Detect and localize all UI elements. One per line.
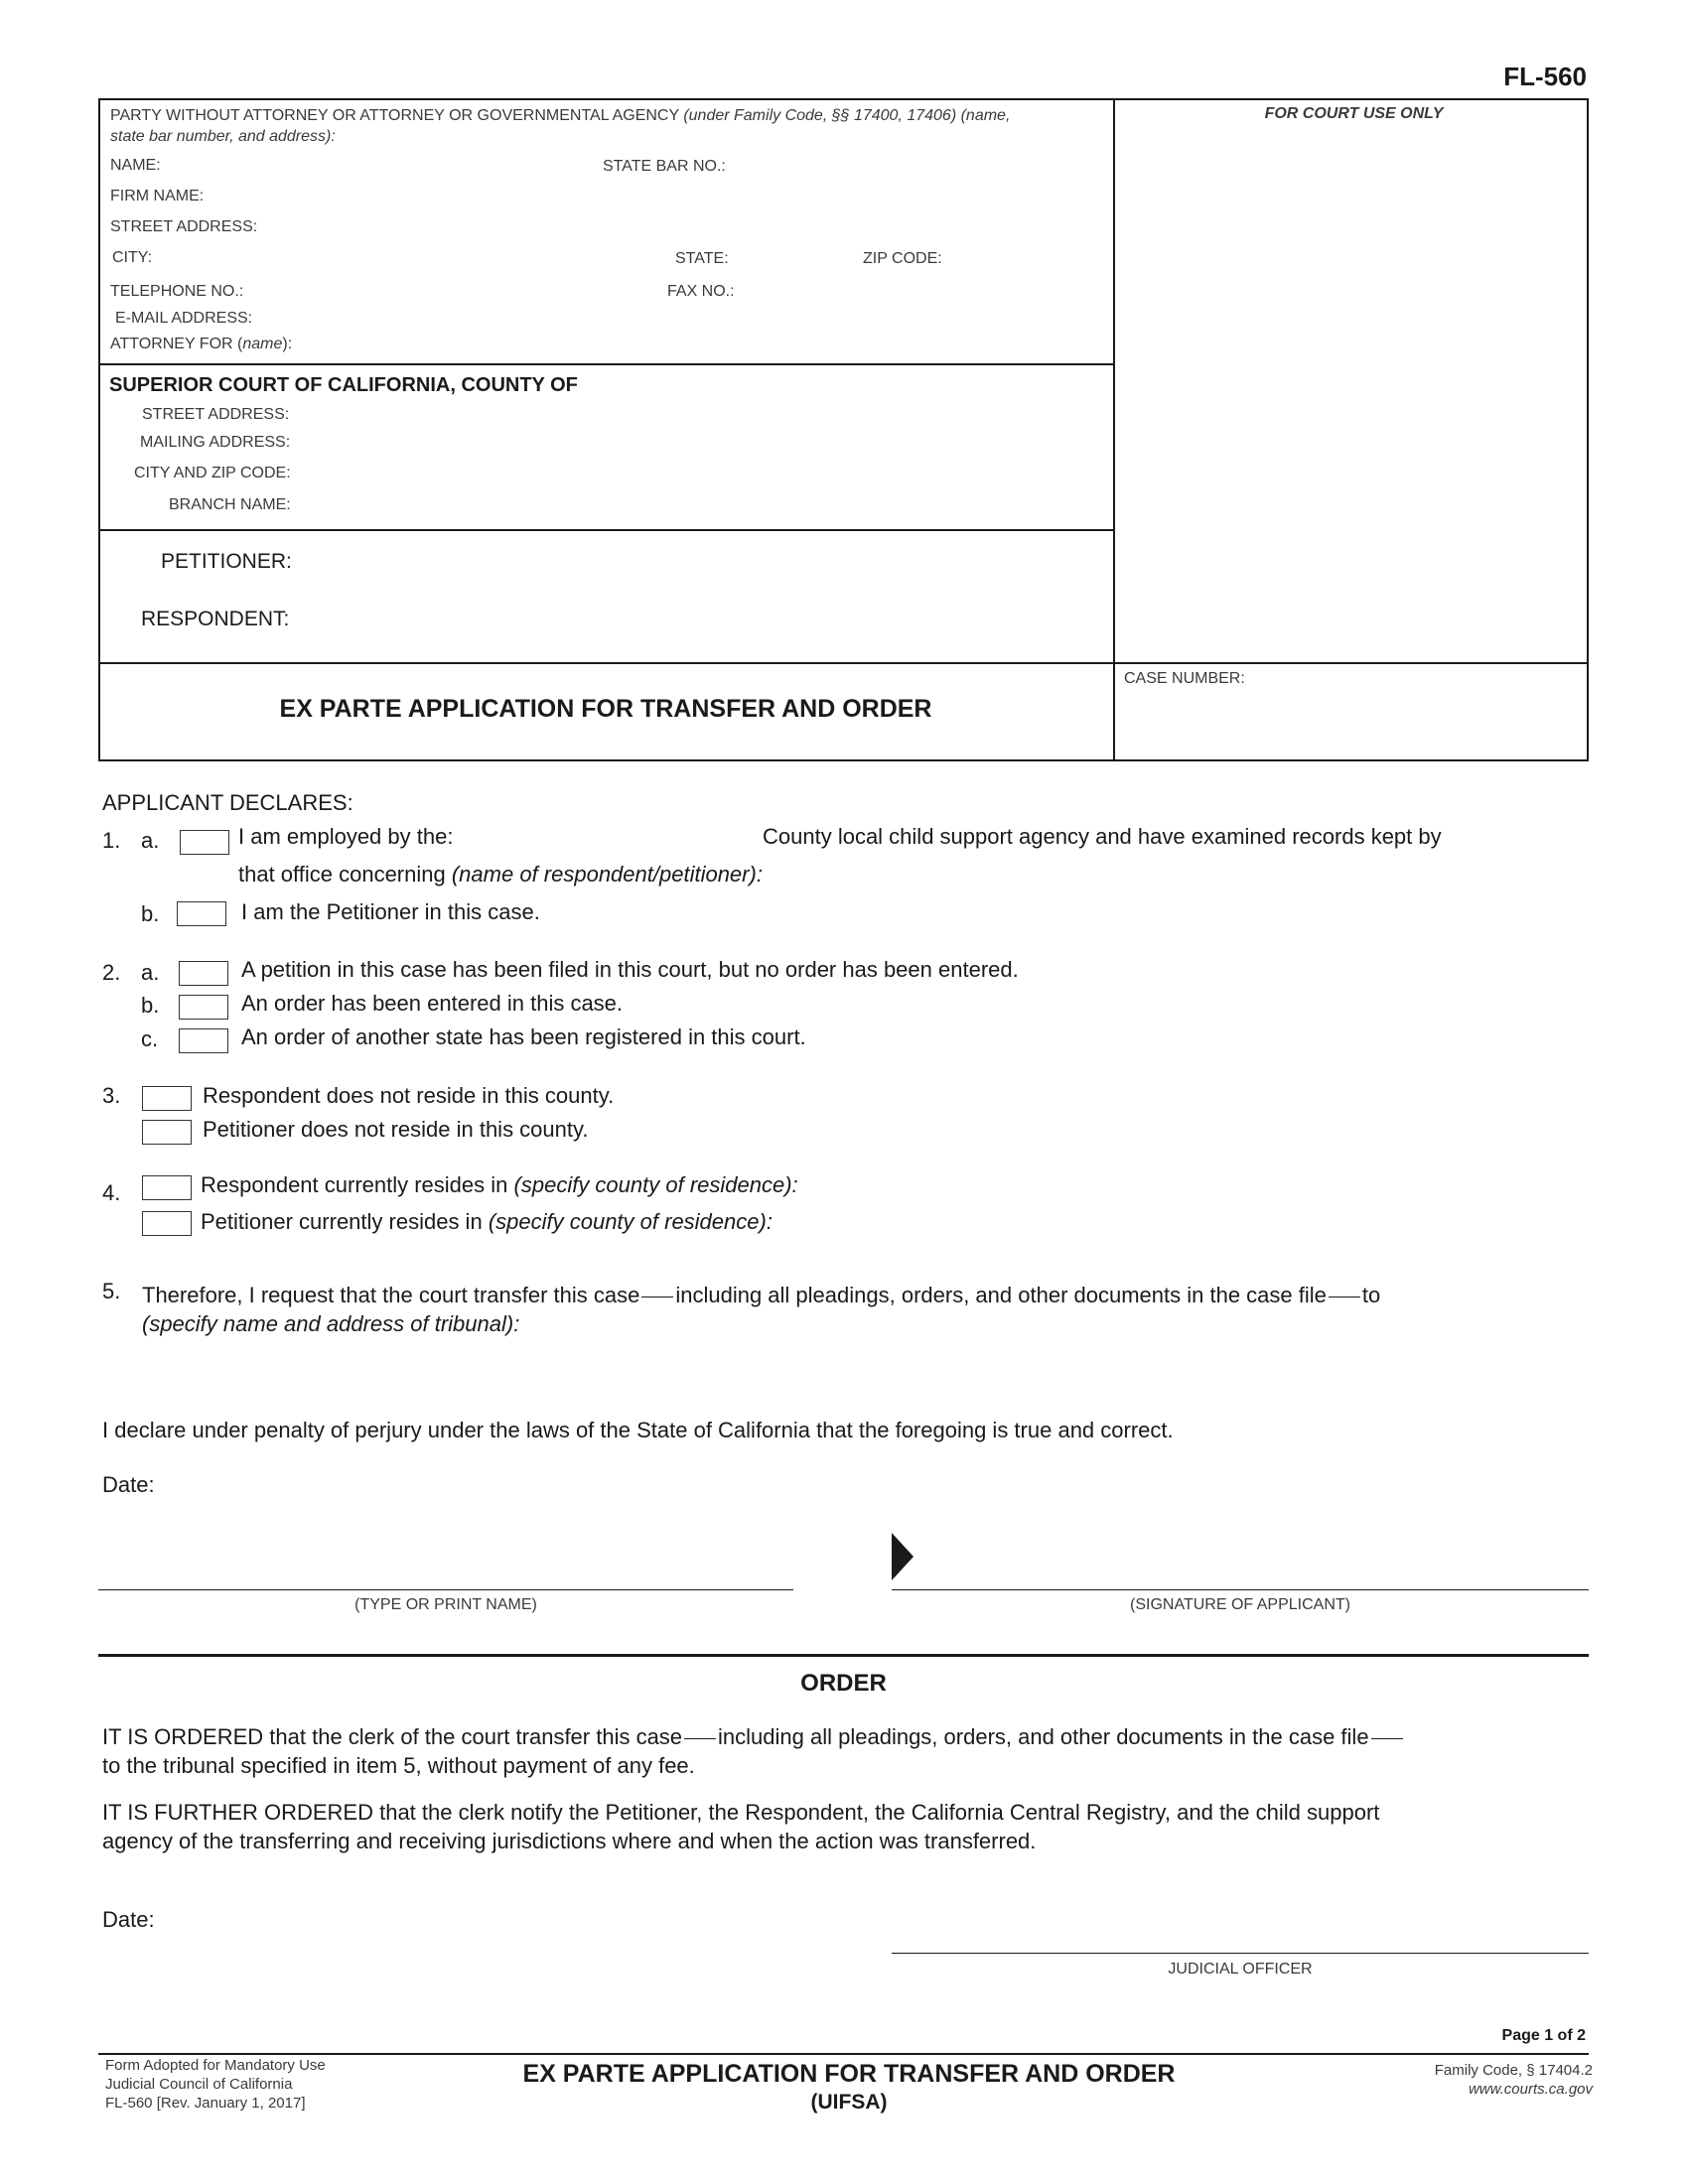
court-section-top — [98, 363, 1113, 365]
order-date-label: Date: — [102, 1907, 155, 1932]
declaration-date-label: Date: — [102, 1472, 155, 1497]
court-city-zip-label: CITY AND ZIP CODE: — [134, 465, 291, 481]
item1a-text-cont: County local child support agency and have examined records kept by — [763, 824, 1442, 849]
item3-number: 3. — [102, 1083, 121, 1108]
state-bar-label: STATE BAR NO.: — [603, 158, 726, 175]
street-address-label: STREET ADDRESS: — [110, 218, 258, 235]
telephone-label: TELEPHONE NO.: — [110, 283, 244, 300]
item1b-letter: b. — [141, 901, 160, 926]
footer-code: Family Code, § 17404.2 www.courts.ca.gov — [1434, 2062, 1593, 2098]
title-section-top — [98, 662, 1589, 664]
item5-text: Therefore, I request that the court transfer this case including all pleadings, orders, and other documents in the case file to — [142, 1283, 1381, 1307]
court-street-address-label: STREET ADDRESS: — [142, 406, 290, 423]
attorney-for-label: ATTORNEY FOR (name): — [110, 336, 293, 352]
firm-name-label: FIRM NAME: — [110, 188, 205, 205]
court-title: SUPERIOR COURT OF CALIFORNIA, COUNTY OF — [109, 374, 578, 396]
item1-number: 1. — [102, 828, 121, 853]
item2c-text: An order of another state has been registered in this court. — [241, 1024, 806, 1049]
item2b-text: An order has been entered in this case. — [241, 991, 624, 1016]
item2c-checkbox[interactable] — [179, 1028, 228, 1053]
item1a-line2: that office concerning (name of respondent/petitioner): — [238, 862, 763, 887]
order-divider — [98, 1654, 1589, 1657]
item2c-letter: c. — [141, 1026, 159, 1051]
signature-label: (SIGNATURE OF APPLICANT) — [1130, 1596, 1350, 1613]
item2-number: 2. — [102, 960, 121, 985]
footer-adoption: Form Adopted for Mandatory Use Judicial Council of California FL-560 [Rev. January 1, 2017] — [105, 2057, 326, 2112]
item3b-text: Petitioner does not reside in this county. — [203, 1117, 589, 1142]
item1a-checkbox[interactable] — [180, 830, 229, 855]
state-label: STATE: — [675, 250, 729, 267]
case-number-label: CASE NUMBER: — [1124, 670, 1245, 687]
item4b-text: Petitioner currently resides in (specify county of residence): — [201, 1209, 773, 1234]
signature-arrow-icon — [892, 1533, 914, 1580]
judicial-officer-label: JUDICIAL OFFICER — [1168, 1961, 1313, 1978]
order-paragraph-1: IT IS ORDERED that the clerk of the court transfer this case including all pleadings, orders, and other documents in the case file — [102, 1724, 1405, 1750]
item1a-text: I am employed by the: — [238, 824, 454, 849]
order-paragraph-2-line1: IT IS FURTHER ORDERED that the clerk notify the Petitioner, the Respondent, the California Central Registry, and the child support — [102, 1800, 1380, 1825]
party-label-line2: state bar number, and address): — [110, 128, 336, 145]
court-use-label: FOR COURT USE ONLY — [1264, 105, 1444, 122]
item1b-text: I am the Petitioner in this case. — [241, 899, 540, 924]
declaration-heading: APPLICANT DECLARES: — [102, 790, 353, 815]
item1a-letter: a. — [141, 828, 160, 853]
item4a-checkbox[interactable] — [142, 1175, 192, 1200]
item4b-checkbox[interactable] — [142, 1211, 192, 1236]
fax-label: FAX NO.: — [667, 283, 735, 300]
court-branch-name-label: BRANCH NAME: — [169, 496, 291, 513]
item3b-checkbox[interactable] — [142, 1120, 192, 1145]
name-label: NAME: — [110, 157, 161, 174]
footer-title: EX PARTE APPLICATION FOR TRANSFER AND ORDER — [522, 2060, 1176, 2088]
item2a-letter: a. — [141, 960, 160, 985]
parties-section-top — [98, 529, 1113, 531]
item2b-checkbox[interactable] — [179, 995, 228, 1020]
footer-rule — [98, 2053, 1589, 2055]
order-paragraph-2-line2: agency of the transferring and receiving jurisdictions where and when the action was transferred. — [102, 1829, 1037, 1853]
item5-italic: (specify name and address of tribunal): — [142, 1311, 520, 1336]
email-label: E-MAIL ADDRESS: — [115, 310, 253, 327]
item3a-checkbox[interactable] — [142, 1086, 192, 1111]
form-id: FL-560 — [1503, 62, 1587, 91]
perjury-statement: I declare under penalty of perjury under the laws of the State of California that the foregoing is true and correct. — [102, 1418, 1174, 1442]
zip-label: ZIP CODE: — [863, 250, 942, 267]
respondent-label: RESPONDENT: — [141, 608, 290, 630]
item4a-text: Respondent currently resides in (specify county of residence): — [201, 1172, 798, 1197]
page-number: Page 1 of 2 — [1501, 2027, 1586, 2044]
footer-subtitle: (UIFSA) — [810, 2091, 888, 2114]
court-mailing-address-label: MAILING ADDRESS: — [140, 434, 291, 451]
order-paragraph-1-line2: to the tribunal specified in item 5, without payment of any fee. — [102, 1753, 695, 1778]
print-name-label: (TYPE OR PRINT NAME) — [354, 1596, 537, 1613]
judicial-officer-line[interactable] — [892, 1953, 1589, 1954]
party-label: PARTY WITHOUT ATTORNEY OR ATTORNEY OR GOVERNMENTAL AGENCY (under Family Code, §§ 17400, 17406) (name, — [110, 107, 1011, 124]
item2a-checkbox[interactable] — [179, 961, 228, 986]
print-name-line[interactable] — [98, 1589, 793, 1590]
item2b-letter: b. — [141, 993, 160, 1018]
order-heading: ORDER — [800, 1670, 887, 1697]
item2a-text: A petition in this case has been filed in this court, but no order has been entered. — [241, 957, 1019, 982]
city-label: CITY: — [112, 249, 153, 266]
petitioner-label: PETITIONER: — [161, 550, 292, 573]
form-title: EX PARTE APPLICATION FOR TRANSFER AND ORDER — [279, 695, 932, 723]
signature-line[interactable] — [892, 1589, 1589, 1590]
item4-number: 4. — [102, 1180, 121, 1205]
item5-number: 5. — [102, 1279, 121, 1303]
item1b-checkbox[interactable] — [177, 901, 226, 926]
item3a-text: Respondent does not reside in this county. — [203, 1083, 615, 1108]
